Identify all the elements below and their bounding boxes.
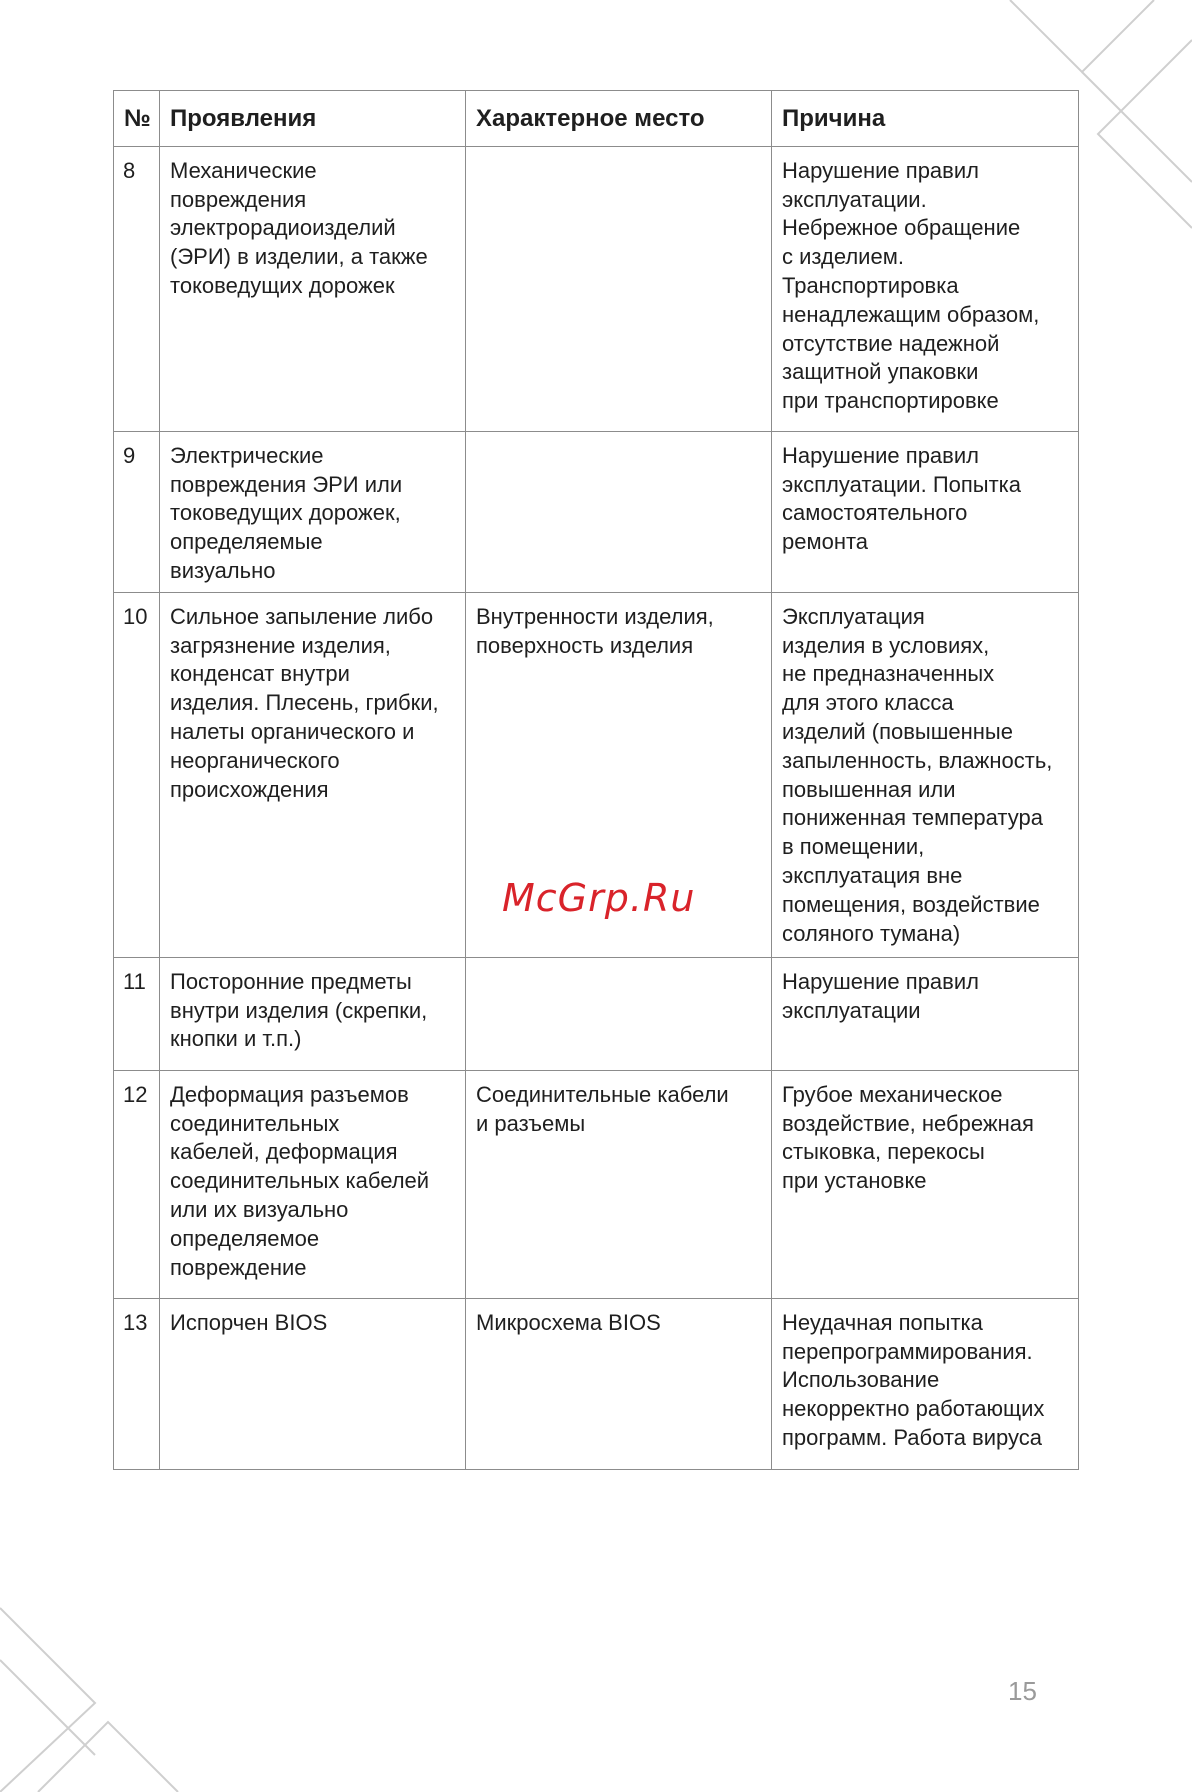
row-number: 11 bbox=[114, 957, 160, 1070]
row-cause: Грубое механическое воздействие, небрежная стыковка, перекосы при установке bbox=[772, 1070, 1079, 1298]
row-place bbox=[466, 431, 772, 592]
row-place: Соединительные кабели и разъемы bbox=[466, 1070, 772, 1298]
row-number: 8 bbox=[114, 146, 160, 431]
header-cause: Причина bbox=[772, 91, 1079, 147]
row-cause: Эксплуатация изделия в условиях, не предназначенных для этого класса изделий (повышенные запыленность, влажность, повышенная или пониженная температура в помещении, эксплуатация вне помещения, воздействие соляного тумана) bbox=[772, 592, 1079, 957]
table-row bbox=[114, 146, 1079, 431]
row-place: Микросхема BIOS bbox=[466, 1298, 772, 1469]
row-number: 12 bbox=[114, 1070, 160, 1298]
row-number: 10 bbox=[114, 592, 160, 957]
table-row bbox=[114, 957, 1079, 1070]
faults-table bbox=[113, 90, 1079, 1470]
row-cause: Нарушение правил эксплуатации. Попытка самостоятельного ремонта bbox=[772, 431, 1079, 592]
table-row bbox=[114, 1070, 1079, 1298]
row-number: 9 bbox=[114, 431, 160, 592]
row-symptom: Посторонние предметы внутри изделия (скрепки, кнопки и т.п.) bbox=[160, 957, 466, 1070]
page-number: 15 bbox=[1008, 1676, 1037, 1706]
watermark: McGrp.Ru bbox=[502, 876, 696, 920]
row-symptom: Деформация разъемов соединительных кабелей, деформация соединительных кабелей или их визуально определяемое повреждение bbox=[160, 1070, 466, 1298]
row-place bbox=[466, 146, 772, 431]
header-number: № bbox=[114, 91, 160, 147]
row-symptom: Электрические повреждения ЭРИ или токоведущих дорожек, определяемые визуально bbox=[160, 431, 466, 592]
row-symptom: Сильное запыление либо загрязнение изделия, конденсат внутри изделия. Плесень, грибки, налеты органического и неорганического происхождения bbox=[160, 592, 466, 957]
table-row bbox=[114, 431, 1079, 592]
table-header-row bbox=[114, 91, 1079, 147]
top-right-triangle-outer bbox=[1010, 0, 1154, 72]
header-place: Характерное место bbox=[466, 91, 772, 147]
top-right-triangle-inner bbox=[1098, 40, 1192, 228]
row-place bbox=[466, 957, 772, 1070]
row-symptom: Испорчен BIOS bbox=[160, 1298, 466, 1469]
row-symptom: Механические повреждения электрорадиоизделий (ЭРИ) в изделии, а также токоведущих дорожек bbox=[160, 146, 466, 431]
row-cause: Нарушение правил эксплуатации bbox=[772, 957, 1079, 1070]
row-cause: Нарушение правил эксплуатации. Небрежное обращение с изделием. Транспортировка ненадлежащим образом, отсутствие надежной защитной упаковки при транспортировке bbox=[772, 146, 1079, 431]
row-number: 13 bbox=[114, 1298, 160, 1469]
table-row bbox=[114, 1298, 1079, 1469]
bottom-left-triangle-inner bbox=[38, 1722, 178, 1792]
row-cause: Неудачная попытка перепрограммирования. Использование некорректно работающих программ. Работа вируса bbox=[772, 1298, 1079, 1469]
row-place: Внутренности изделия, поверхность изделия bbox=[466, 592, 772, 957]
bottom-left-triangle-outer bbox=[0, 1608, 95, 1792]
header-symptom: Проявления bbox=[160, 91, 466, 147]
